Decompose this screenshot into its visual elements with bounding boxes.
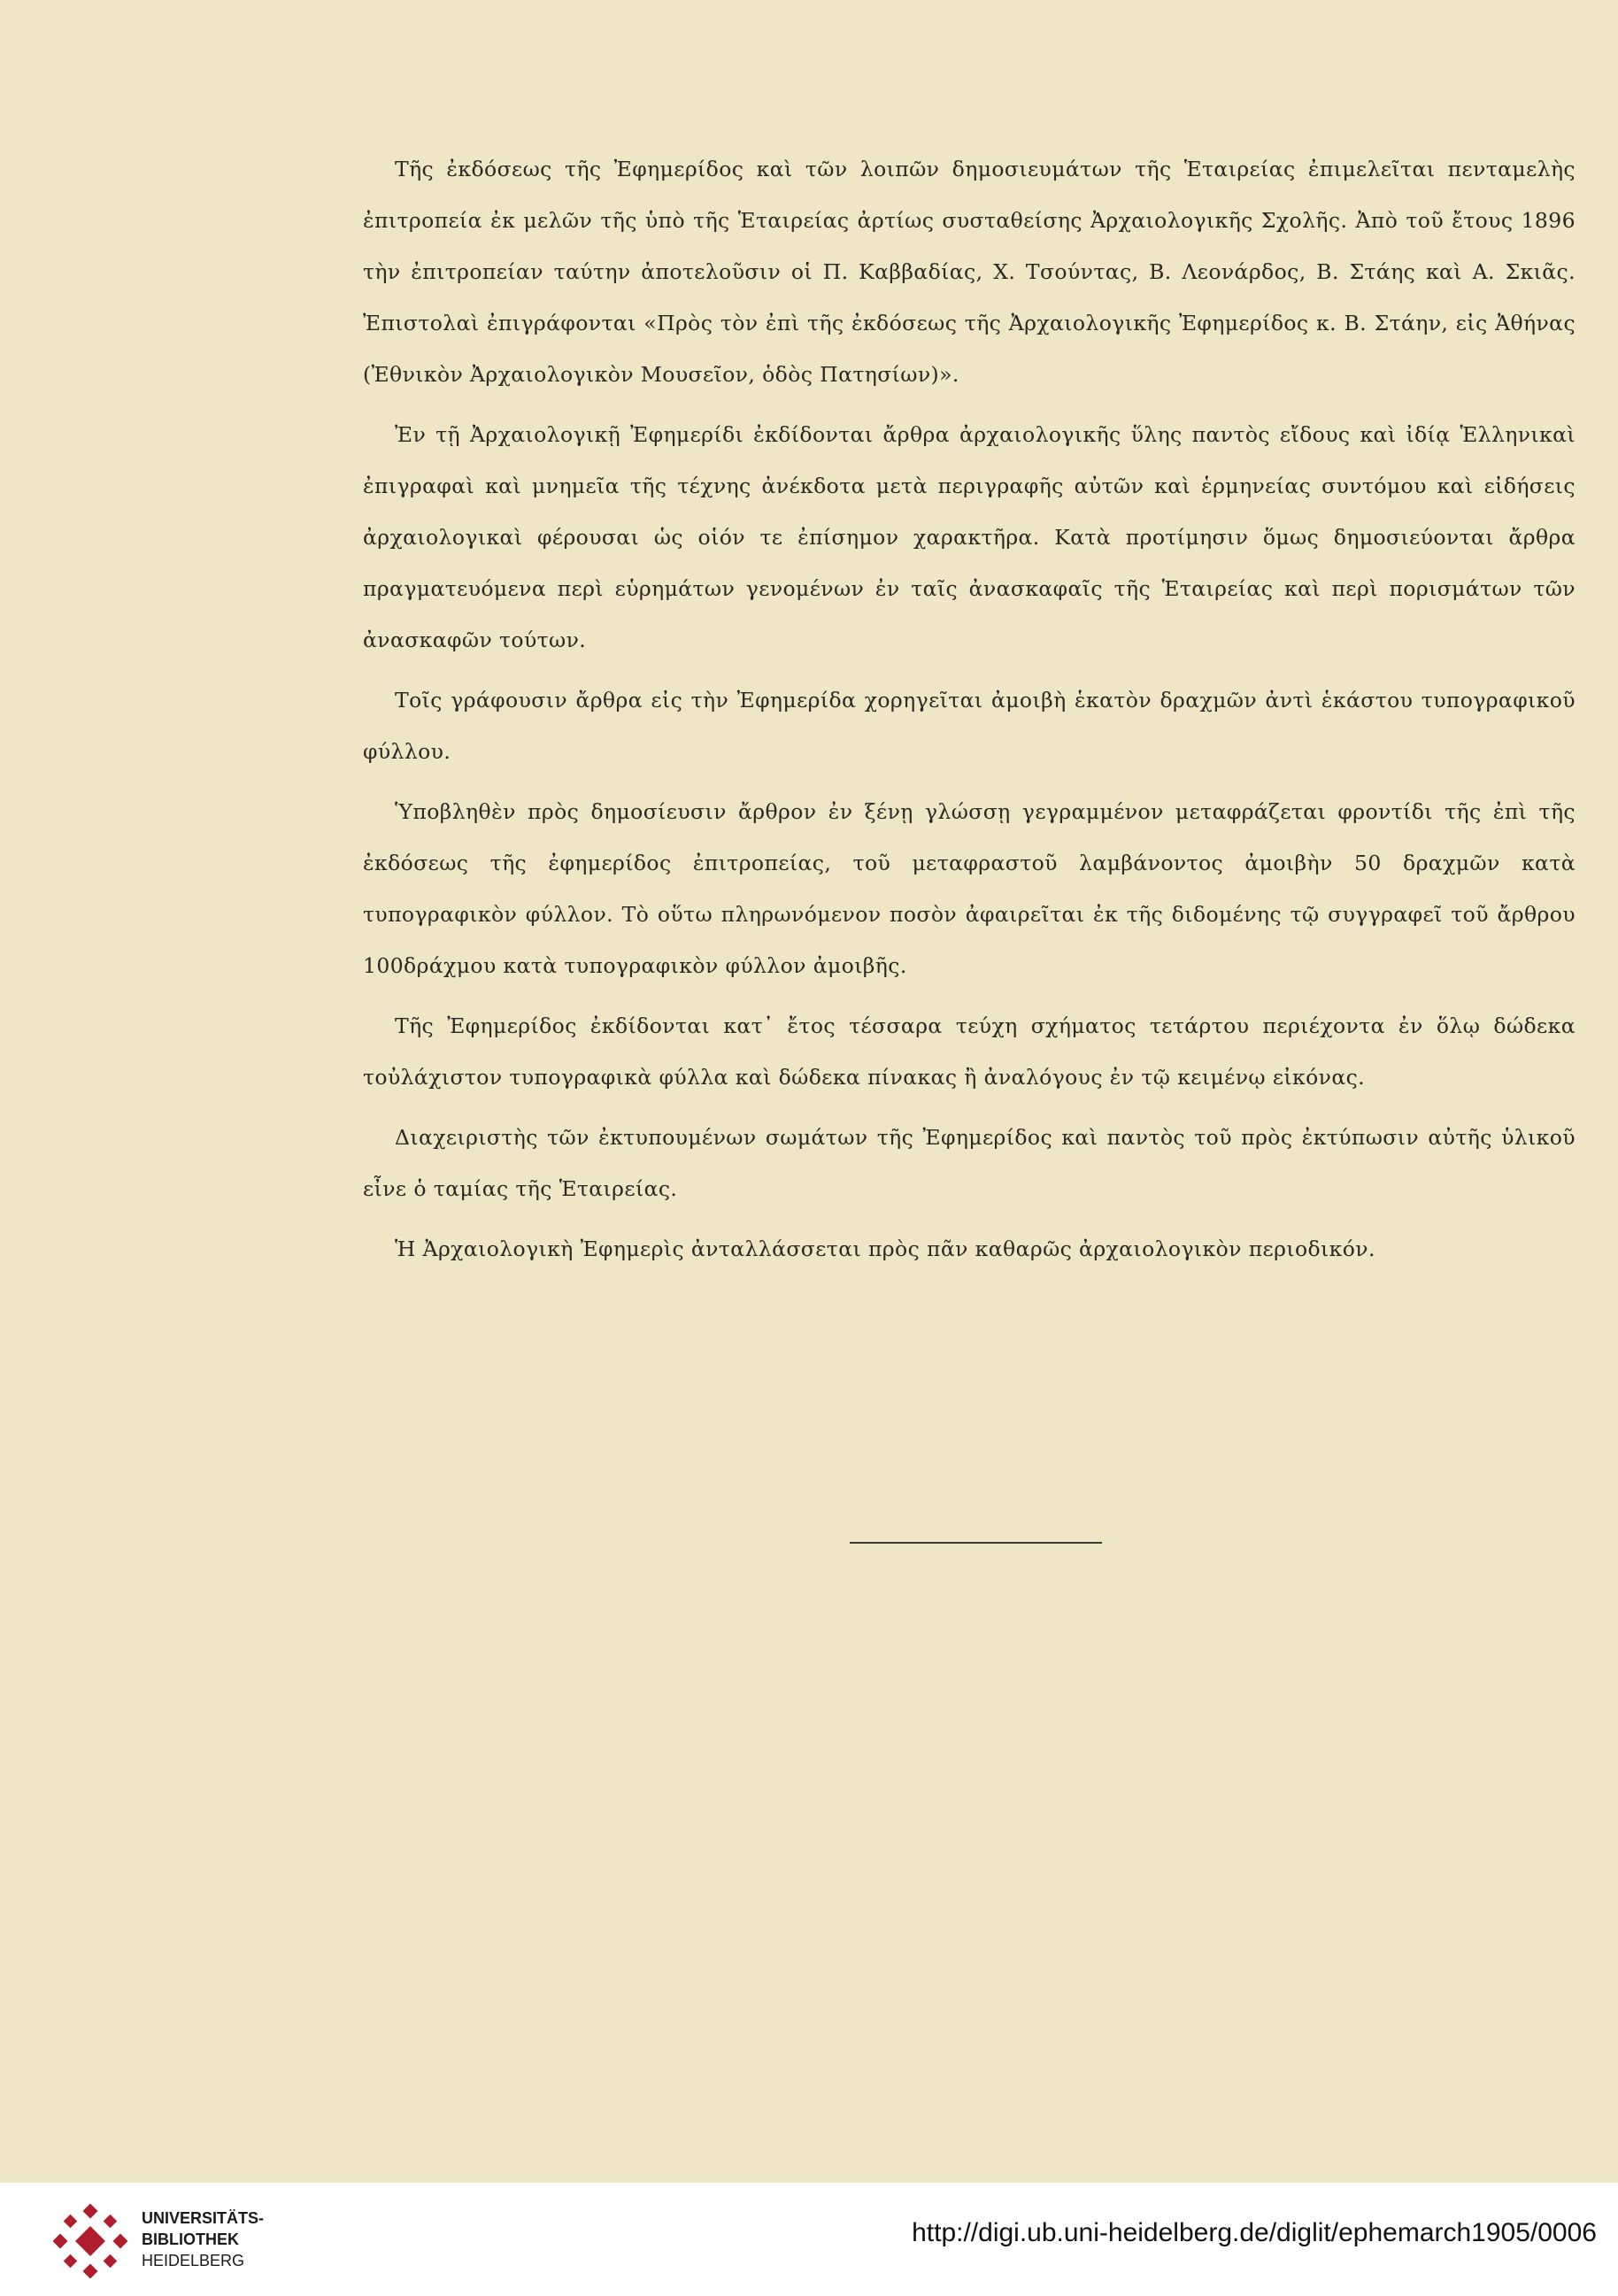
heidelberg-seal-icon (53, 2204, 127, 2278)
paragraph-translation: Ὑποβληθὲν πρὸς δημοσίευσιν ἄρθρον ἐν ξένῃ γλώσσῃ γεγραμμένον μεταφράζεται φροντίδι τῆς ἐπὶ τῆς ἐκδόσεως τῆς ἐφημερίδος ἐπιτροπείας, τοῦ μεταφραστοῦ λαμβάνοντος ἀμοιβὴν 50 δραχμῶν κατὰ τυπογραφικὸν φύλλον. Τὸ οὕτω πληρωνόμενον ποσὸν ἀφαιρεῖται ἐκ τῆς διδομένης τῷ συγγραφεῖ τοῦ ἄρθρου 100δράχμου κατὰ τυπογραφικὸν φύλλον ἀμοιβῆς. (363, 799, 1576, 978)
section-divider (850, 1542, 1102, 1544)
paragraph-author-fee: Τοῖς γράφουσιν ἄρθρα εἰς τὴν Ἐφημερίδα χορηγεῖται ἀμοιβὴ ἑκατὸν δραχμῶν ἀντὶ ἑκάστου τυπογραφικοῦ φύλλου. (363, 688, 1576, 764)
library-name-line1: UNIVERSITÄTS- (142, 2209, 265, 2227)
source-url-link[interactable]: http://digi.ub.uni-heidelberg.de/diglit/ephemarch1905/0006 (912, 2218, 1597, 2247)
page-text (363, 143, 1576, 1283)
library-name (142, 2207, 264, 2271)
paragraph-exchange: Ἡ Ἀρχαιολογικὴ Ἐφημερὶς ἀνταλλάσσεται πρὸς πᾶν καθαρῶς ἀρχαιολογικὸν περιοδικόν. (395, 1237, 1375, 1261)
library-name-line3: HEIDELBERG (142, 2252, 245, 2269)
library-name-line2: BIBLIOTHEK (142, 2231, 239, 2248)
footer-bar (0, 2183, 1618, 2296)
paragraph-editorial-board: Τῆς ἐκδόσεως τῆς Ἐφημερίδος καὶ τῶν λοιπῶν δημοσιευμάτων τῆς Ἑταιρείας ἐπιμελεῖται πενταμελὴς ἐπιτροπεία ἐκ μελῶν τῆς ὑπὸ τῆς Ἑταιρείας ἀρτίως συσταθείσης Ἀρχαιολογικῆς Σχολῆς. Ἀπὸ τοῦ ἔτους 1896 τὴν ἐπιτροπείαν ταύτην ἀποτελοῦσιν οἱ Π. Καββαδίας, Χ. Τσούντας, Β. Λεονάρδος, Β. Στάης καὶ Α. Σκιᾶς. Ἐπιστολαὶ ἐπιγράφονται «Πρὸς τὸν ἐπὶ τῆς ἐκδόσεως τῆς Ἀρχαιολογικῆς Ἐφημερίδος κ. Β. Στάην, εἰς Ἀθήνας (Ἐθνικὸν Ἀρχαιολογικὸν Μουσεῖον, ὁδὸς Πατησίων)». (363, 157, 1576, 387)
paragraph-article-scope: Ἐν τῇ Ἀρχαιολογικῇ Ἐφημερίδι ἐκδίδονται ἄρθρα ἀρχαιολογικῆς ὕλης παντὸς εἴδους καὶ ἰδίᾳ Ἑλληνικαὶ ἐπιγραφαὶ καὶ μνημεῖα τῆς τέχνης ἀνέκδοτα μετὰ περιγραφῆς αὐτῶν καὶ ἑρμηνείας συντόμου καὶ εἰδήσεις ἀρχαιολογικαὶ φέρουσαι ὡς οἱόν τε ἐπίσημον χαρακτῆρα. Κατὰ προτίμησιν ὅμως δημοσιεύονται ἄρθρα πραγματευόμενα περὶ εὑρημάτων γενομένων ἐν ταῖς ἀνασκαφαῖς τῆς Ἑταιρείας καὶ περὶ πορισμάτων τῶν ἀνασκαφῶν τούτων. (363, 422, 1576, 652)
paragraph-issues: Τῆς Ἐφημερίδος ἐκδίδονται κατ᾽ ἔτος τέσσαρα τεύχη σχήματος τετάρτου περιέχοντα ἐν ὅλῳ δώδεκα τοὐλάχιστον τυπογραφικὰ φύλλα καὶ δώδεκα πίνακας ἢ ἀναλόγους ἐν τῷ κειμένῳ εἰκόνας. (363, 1013, 1576, 1090)
paragraph-administrator: Διαχειριστὴς τῶν ἐκτυπουμένων σωμάτων τῆς Ἐφημερίδος καὶ παντὸς τοῦ πρὸς ἐκτύπωσιν αὐτῆς ὑλικοῦ εἶνε ὁ ταμίας τῆς Ἑταιρείας. (363, 1125, 1576, 1201)
